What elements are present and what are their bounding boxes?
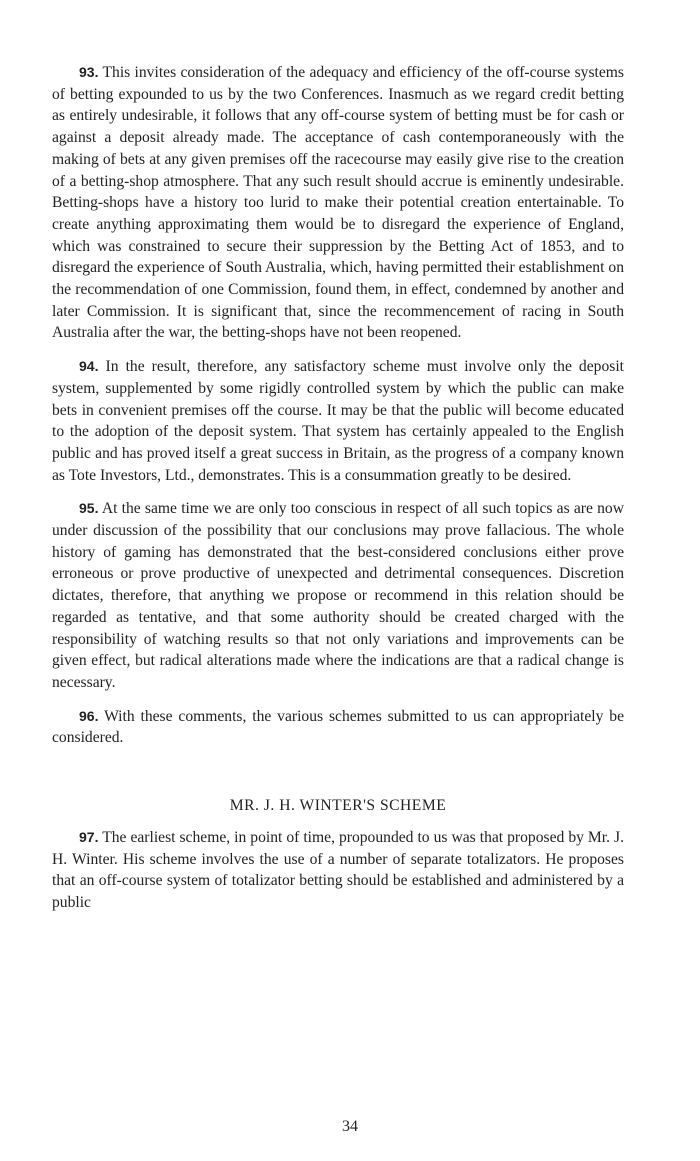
paragraph-number: 97. [79,828,99,845]
paragraph-93 [52,62,624,344]
page-number: 34 [342,1118,358,1135]
paragraph-number: 95. [79,500,99,517]
paragraph-text: With these comments, the various schemes submitted to us can appropriately be considered. [52,707,624,747]
paragraph-text: In the result, therefore, any satisfactory scheme must involve only the deposit system, supplemented by some rigidly controlled system by which the public can make bets in convenient premises off the course. It may be that the public will become educated to the adoption of the deposit system. That system has certainly appealed to the English public and has proved itself a great success in Britain, as the progress of a company known as Tote Investors, Ltd., demonstrates. This is a consummation greatly to be desired. [52,358,624,484]
section-heading: MR. J. H. WINTER'S SCHEME [229,797,447,815]
document-page [52,62,624,926]
paragraph-text: At the same time we are only too conscious in respect of all such topics as are now under discussion of the possibility that our conclusions may prove fallacious. The whole history of gaming has demonstrated that the best-considered conclusions either prove erroneous or prove productive of unexpected and detrimental consequences. Discretion dictates, therefore, that anything we propose or recommend in this relation should be regarded as tentative, and that some authority should be created charged with the responsibility of watching results so that not only variations and improvements can be given effect, but radical alterations made where the indications are that a radical change is necessary. [52,500,624,691]
paragraph-97 [52,827,624,914]
paragraph-96 [52,706,624,749]
paragraph-number: 96. [79,707,99,724]
paragraph-text: The earliest scheme, in point of time, propounded to us was that proposed by Mr. J. H. Winter. His scheme involves the use of a number of separate totalizators. He proposes that an off-course system of totalizator betting should be established and administered by a public [52,828,624,911]
paragraph-95 [52,498,624,693]
paragraph-text: This invites consideration of the adequacy and efficiency of the off-course systems of betting expounded to us by the two Conferences. Inasmuch as we regard credit betting as entirely undesirable, it follows that any off-course system of betting must be for cash or against a deposit already made. The acceptance of cash contemporaneously with the making of bets at any given premises off the racecourse may easily give rise to the creation of a betting-shop atmosphere. That any such result should accrue is eminently undesirable. Betting-shops have a history too lurid to make their potential creation entertainable. To create anything approximating them would be to disregard the experience of England, which was constrained to secure their suppression by the Betting Act of 1853, and to disregard the experience of South Australia, which, having permitted their establishment on the recommendation of one Commission, found them, in effect, condemned by another and later Commission. It is significant that, since the recommencement of racing in South Australia after the war, the betting-shops have not been reopened. [52,64,624,342]
paragraph-94 [52,356,624,486]
paragraph-number: 94. [79,358,99,375]
paragraph-number: 93. [79,64,99,80]
